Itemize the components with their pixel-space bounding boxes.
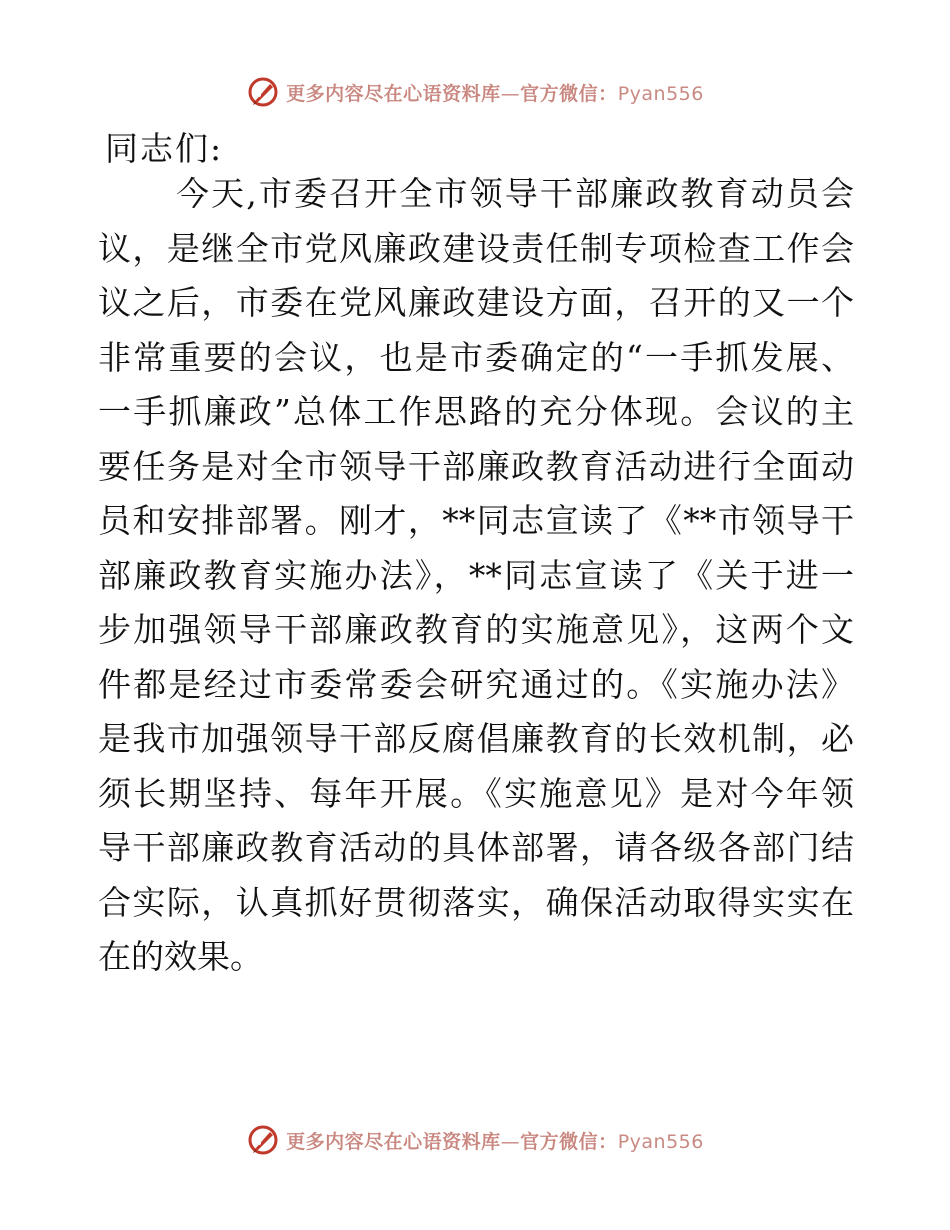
body-line: 步加强领导干部廉政教育的实施意见》，这两个文 bbox=[98, 610, 854, 649]
quill-pen-logo-icon bbox=[246, 1123, 280, 1157]
footer-banner-text bbox=[286, 1127, 704, 1154]
header-banner-separator: — bbox=[500, 82, 521, 105]
body-line: 合实际，认真抓好贯彻落实，确保活动取得实实在 bbox=[98, 882, 854, 922]
body-line: 一手抓廉政”总体工作思路的充分体现。会议的主 bbox=[98, 392, 854, 431]
header-banner-account-id: Pyan556 bbox=[617, 82, 704, 105]
document-body bbox=[98, 167, 854, 985]
body-line: 员和安排部署。刚才，**同志宣读了《**市领导干 bbox=[98, 501, 854, 540]
salutation: 同志们: bbox=[105, 129, 224, 168]
header-banner-label: 官方微信： bbox=[520, 82, 618, 105]
footer-banner-main: 更多内容尽在心语资料库 bbox=[286, 1130, 501, 1153]
body-line: 议之后，市委在党风廉政建设方面，召开的又一个 bbox=[98, 283, 854, 322]
header-banner-text bbox=[286, 79, 704, 106]
body-line: 部廉政教育实施办法》，**同志宣读了《关于进一 bbox=[98, 555, 854, 595]
quill-pen-logo-icon bbox=[246, 75, 280, 109]
body-line: 是我市加强领导干部反腐倡廉教育的长效机制，必 bbox=[98, 719, 854, 758]
footer-banner bbox=[0, 1120, 950, 1160]
body-line: 非常重要的会议，也是市委确定的“一手抓发展、 bbox=[98, 337, 854, 377]
footer-banner-label: 官方微信： bbox=[520, 1130, 618, 1153]
footer-banner-separator: — bbox=[500, 1130, 521, 1153]
header-banner bbox=[0, 72, 950, 112]
body-line: 件都是经过市委常委会研究通过的。《实施办法》 bbox=[98, 664, 854, 704]
body-line: 要任务是对全市领导干部廉政教育活动进行全面动 bbox=[98, 446, 854, 486]
body-line: 须长期坚持、每年开展。《实施意见》是对今年领 bbox=[98, 773, 854, 813]
footer-banner-account-id: Pyan556 bbox=[617, 1130, 704, 1153]
body-line: 导干部廉政教育活动的具体部署，请各级各部门结 bbox=[98, 828, 854, 867]
body-line: 在的效果。 bbox=[98, 937, 263, 976]
header-banner-main: 更多内容尽在心语资料库 bbox=[286, 82, 501, 105]
body-line: 今天,市委召开全市领导干部廉政教育动员会 bbox=[176, 174, 854, 213]
body-line: 议，是继全市党风廉政建设责任制专项检查工作会 bbox=[98, 228, 854, 268]
